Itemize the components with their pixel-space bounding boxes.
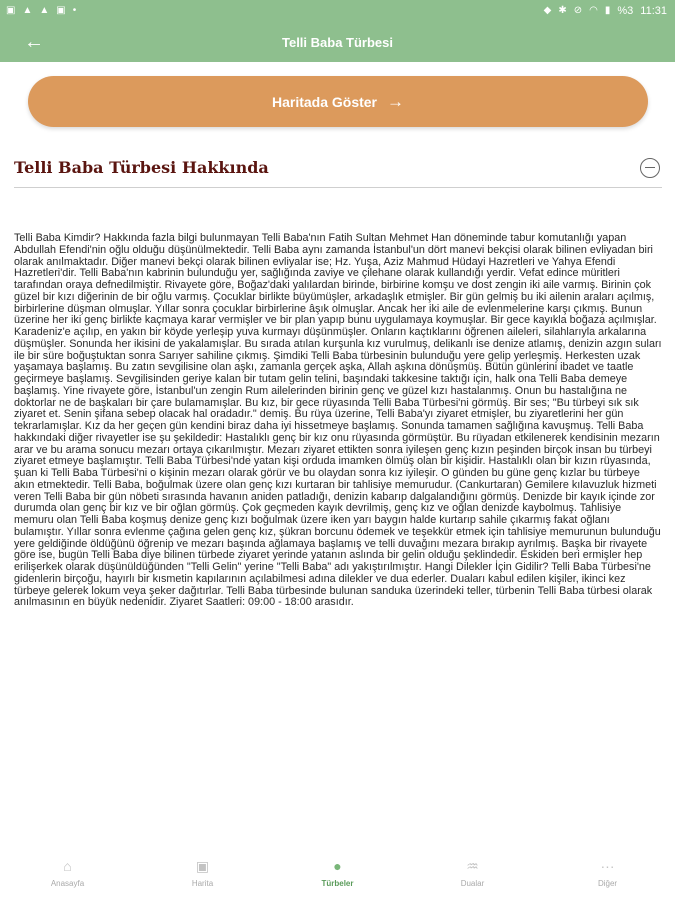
nav-item-other[interactable] [540,846,675,900]
nav-item-label: Diğer [597,878,618,888]
nav-item-map[interactable] [135,846,270,900]
image-icon: ▣ [56,5,66,16]
tomb-icon: ● [333,857,342,874]
more-icon: ··· [600,857,615,874]
show-on-map-label: Haritada Göster [271,93,378,110]
nav-item-label: Türbeler [321,878,354,888]
bottom-nav [0,846,675,900]
nav-item-prayers[interactable] [405,846,540,900]
bluetooth-icon: ✱ [558,5,567,16]
location-icon: ◆ [543,5,552,16]
wifi-icon: ◠ [589,5,598,16]
nav-item-home[interactable] [0,846,135,900]
warning-icon: ▲ [22,5,33,16]
nav-item-tombs[interactable] [270,846,405,900]
home-icon: ⌂ [63,857,72,874]
about-section-header[interactable] [14,148,662,188]
image-icon: ▣ [6,5,16,16]
nav-item-label: Dualar [460,878,485,888]
dot-icon: • [72,5,77,16]
back-button[interactable] [20,28,48,56]
about-text: Telli Baba Kimdir? Hakkında fazla bilgi bulunmayan Telli Baba'nın Fatih Sultan Mehmet Han döneminde tabur komutanlığı yapan Abdullah Efendi'nin oğlu olduğu düşünülmektedir. Telli Baba aynı zamanda İstanbul'un dört manevi bekçisi olarak bilinen evliyadan biri olarak anılmaktadır. Diğer manevi bekçi olarak bilinen evliyalar ise; Hz. Yuşa, Aziz Mahmud Hüdayi Hazretleri ve Yahya Efendi Hazretleri'dir. Telli Baba'nın kabrinin bulunduğu yer, sağlığında zaviye ve çilehane olarak kullandığı yerdir. Vefat edince müritleri tarafından oraya defnedilmiştir. Rivayete göre, Boğaz'daki yalılardan birinde, birbirine komşu ve dost zengin iki aile varmış. Birinin çok güzel bir kızı diğerinin de bir oğlu varmış. Çocuklar birlikte büyümüşler, arkadaşlık etmişler. Bir gün gelmiş bu iki ailenin araları açılmış, birbirlerine düşman olmuşlar. Yıllar sonra çocuklar birbirlerine âşık olmuşlar. Ancak her iki aile de evlenmelerine karşı çıkmış. Bunun üzerine her iki genç birlikte kaçmaya karar vermişler ve bir plan yapıp bunu uygulamaya koymuşlar. Bir gece kayıkla boğaza açılmışlar. Karadeniz'e açılıp, en yakın bir köyde yerleşip yuva kurmayı düşünmüşler. Onların kaçtıklarını öğrenen aileleri, silahlarıyla arkalarına düşmüşler. Sonunda her ikisini de yakalamışlar. Bu sırada atılan kurşunla kız vurulmuş, delikanlı ise denize atlamış, denizin azgın suları ile bir süre boğuştuktan sonra Sarıyer sahiline çıkmış. Şimdiki Telli Baba türbesinin bulunduğu yere gelip yerleşmiş. Herkesten uzak yaşamaya başlamış. Bu zatın sevgilisine olan aşkı, zamanla gerçek aşka, Allah aşkına dönüşmüş. Bütün günlerini ibadet ve taatle geçirmeye başlamış. Sevgilisinden geriye kalan bir tutam gelin telini, başındaki takkesine taktığı için, halk ona Telli Baba demeye başlamış. Yine rivayete göre, İstanbul'un zengin Rum ailelerinden birinin genç ve güzel kızı hastalanmış. Onun bu hastalığına ne doktorlar ne de başkaları bir çare bulamamışlar. Bu kız, bir gece rüyasında Telli Baba Türbesi'ni görmüş. Bir ses; "Bu türbeyi sık sık ziyaret et. Senin şifana sebep olacak hal oradadır." demiş. Bu rüya üzerine, Telli Baba'yı ziyaret etmişler, bu ziyaretlerini her gün tekrarlamışlar. Kız da her geçen gün kendini biraz daha iyi hissetmeye başlamış. Sonunda tamamen sağlığına kavuşmuş. Telli Baba hakkındaki diğer rivayetler ise şu şekildedir: Hastalıklı genç bir kız onu rüyasında görmüştür. Bu rüyadan etkilenerek kendisinin mezarın arar ve bu arama sonucu mezarı ortaya çıkarılmıştır. Mezarı ziyaret ettikten sonra iyileşen genç kızın peşinden birçok insan bu türbeyi ziyaret etmeye başlamıştır. Telli Baba Türbesi'nde yatan kişi orduda imamken ölmüş olan bir kişidir. Hastalıklı olan bir kızın rüyasında, şuan ki Telli Baba Türbesi'ni o kişinin mezarı olarak görür ve bu olaydan sonra kız iyileşir. O günden bu güne genç kızlar bu türbeye akın etmektedir. Telli Baba, boğulmak üzere olan genç kızı kurtaran bir tahlisiye memurudur. (Cankurtaran) Gemilere kılavuzluk hizmeti veren Telli Baba bir gün nöbeti sırasında havanın aniden patladığı, denizin kabarıp dalgalandığını görmüş. Denizde bir kayık içinde zor durumda olan genç bir kız ve bir oğlan görmüş. Çok geçmeden kayık devrilmiş, genç kız ve oğlan denizde kaybolmuş. Tahlisiye memuru olan Telli Baba koşmuş denize genç kızı boğulmak üzere iken yarı baygın halde kurtarıp sahile çıkarmış fakat oğlanı bulamıştır. Yıllar sonra evlenme çağına gelen genç kız, şükran borcunu ödemek ve teşekkür etmek için tahlisiye memurunun bulunduğu yere geldiğinde öldüğünü öğrenip ve mezarı başında ağlamaya başlamış ve telli duvağını mezara bırakıp ayrılmış. Başka bir rivayete göre ise, bugün Telli Baba diye bilinen türbede ziyaret yerinde yatanın aslında bir gelin olduğu şeklindedir. Eskiden beri ermişler hep erilişerkek olarak düşünüldüğünden "Telli Gelin" yerine "Telli Baba" adı yakıştırılmıştır. Hangi Dilekler İçin Gidilir? Telli Baba Türbesi'ne gidenlerin birçoğu, hayırlı bir kısmetin kapılarının açılabilmesi adına dilekler ve dua ederler. Duaları kabul edilen kişiler, ikinci kez türbeye gelerek lokum veya şeker dağıtırlar. Telli Baba türbesinde bulunan sanduka üzerindeki teller, türbenin Telli Baba türbesi olarak anılmasının en büyük nedenidir. Ziyaret Saatleri: 09:00 - 18:00 arasıdır. [14,232,662,609]
arrow-left-icon: ← [24,30,44,53]
arrow-right-icon: → [387,91,405,111]
prayer-hands-icon: ♒ [466,857,479,874]
map-icon: ▣ [195,857,210,874]
nav-item-label: Anasayfa [50,878,85,888]
show-on-map-button[interactable] [28,76,648,127]
battery-icon: ▮ [604,5,611,16]
battery-level: %3 [617,5,634,17]
warning-icon: ▲ [39,5,50,16]
app-bar [0,22,675,62]
nav-item-label: Harita [191,878,214,888]
status-bar-system [544,5,667,17]
page-title: Telli Baba Türbesi [281,34,393,50]
mute-icon: ⊘ [573,5,583,16]
collapse-icon[interactable] [640,158,660,178]
status-bar-notifications [6,6,76,16]
status-bar [0,0,675,22]
section-title: Telli Baba Türbesi Hakkında [14,158,269,177]
clock: 11:31 [640,5,667,17]
